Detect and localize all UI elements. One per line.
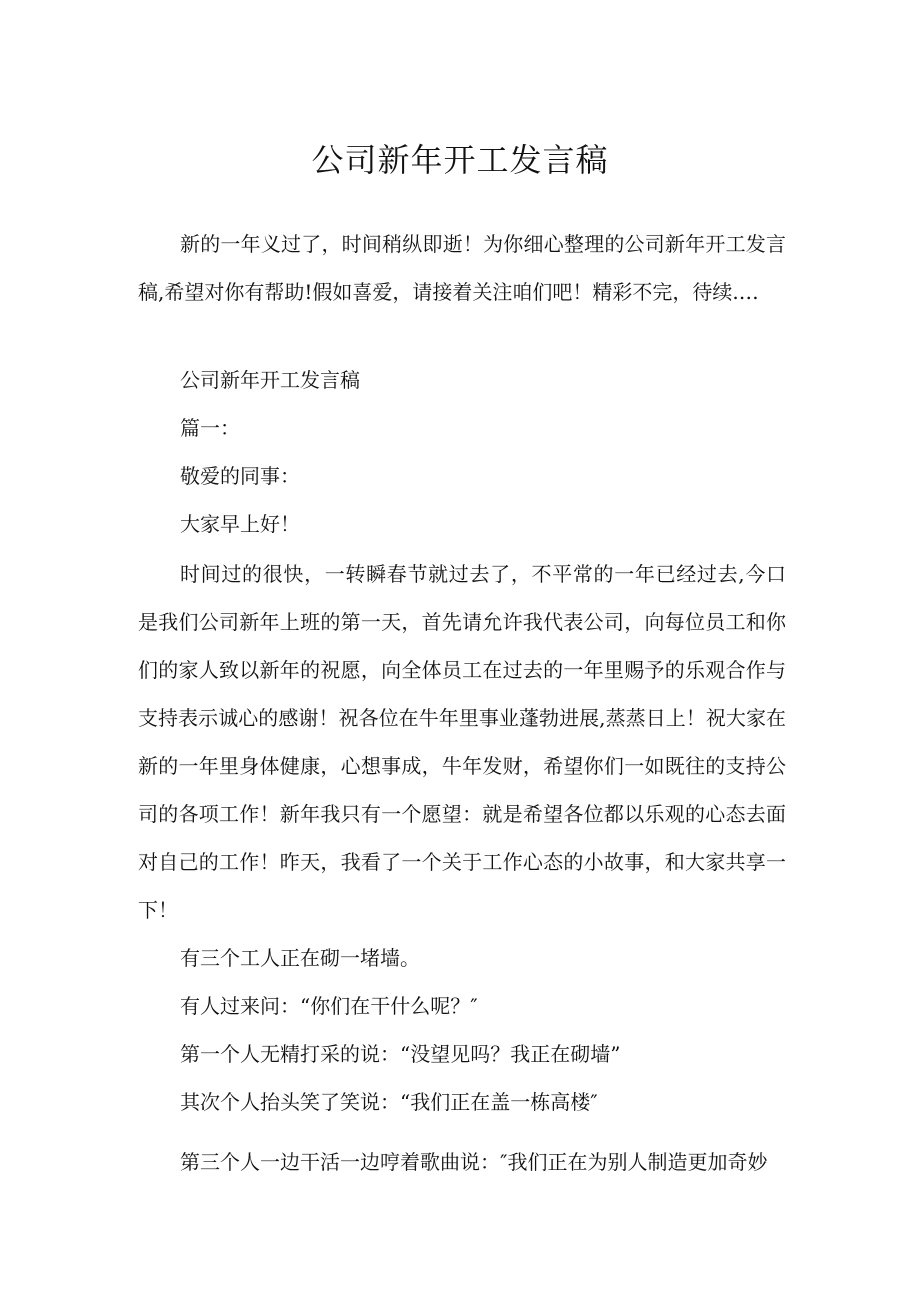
- story-line: 有人过来问：“你们在干什么呢？″: [180, 994, 478, 1018]
- intro-paragraph: 新的一年义过了，时间稍纵即逝！为你细心整理的公司新年开工发言稿,希望对你有帮助!假如喜爱，请接着关注咱们吧！精彩不完，待续.…: [138, 232, 786, 304]
- document-title: 公司新年开工发言稿: [311, 141, 609, 179]
- story-line: 第一个人无精打采的说：“没望见吗？我正在砌墙”: [180, 1042, 621, 1066]
- story-line: 其次个人抬头笑了笑说：“我们正在盖一栋高楼″: [180, 1090, 598, 1114]
- greeting: 大家早上好！: [180, 512, 300, 536]
- body-paragraph: 时间过的很快，一转瞬春节就过去了，不平常的一年已经过去,今口是我们公司新年上班的第一天，首先请允许我代表公司，向每位员工和你们的家人致以新年的祝愿，向全体员工在过去的一年里赐予的乐观合作与支持表示诚心的感谢！祝各位在牛年里事业蓬勃进展,蒸蒸日上！祝大家在新的一年里身体健康，心想事成，牛年发财，希望你们一如既往的支持公司的各项工作！新年我只有一个愿望：就是希望各位都以乐观的心态去面对自己的工作！昨天，我看了一个关于工作心态的小故事，和大家共享一下！: [138, 562, 786, 922]
- story-line: 第三个人一边干活一边哼着歌曲说：″我们正在为别人制造更加奇妙: [180, 1150, 768, 1174]
- salutation: 敬爱的同事：: [180, 464, 300, 488]
- story-line: 有三个工人正在砌一堵墙。: [180, 946, 420, 970]
- part-label: 篇一：: [180, 416, 240, 440]
- subtitle: 公司新年开工发言稿: [180, 368, 360, 392]
